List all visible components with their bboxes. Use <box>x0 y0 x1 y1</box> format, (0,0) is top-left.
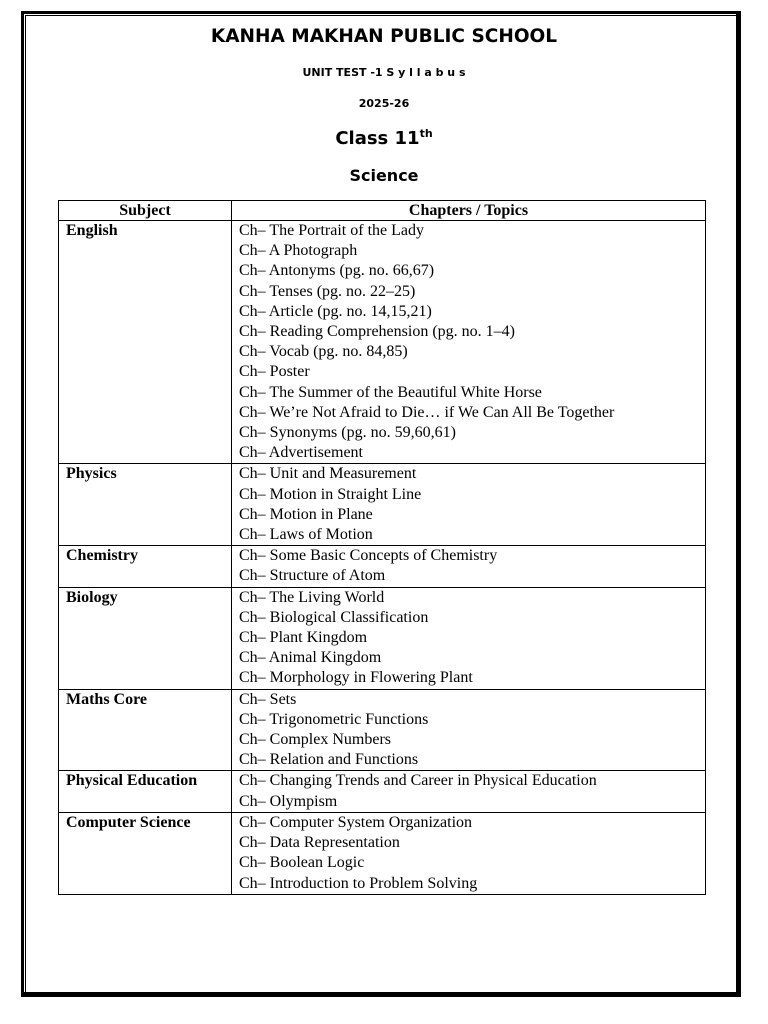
topic-item: Ch– Laws of Motion <box>239 526 373 544</box>
topic-item: Ch– The Living World <box>239 588 385 606</box>
test-title: UNIT TEST -1 S y l l a b u s <box>302 66 466 79</box>
topics-cell <box>232 221 706 464</box>
school-name: KANHA MAKHAN PUBLIC SCHOOL <box>210 26 558 47</box>
topics-cell <box>232 812 706 894</box>
topic-item: Ch– Complex Numbers <box>239 731 391 749</box>
session-year: 2025-26 <box>358 97 410 110</box>
topic-item: Ch– The Summer of the Beautiful White Horse <box>239 383 542 401</box>
subject-cell: Physical Education <box>59 771 232 812</box>
topic-item: Ch– Structure of Atom <box>239 567 386 585</box>
class-title <box>0 127 768 149</box>
topic-item: Ch– Olympism <box>239 792 338 810</box>
table-row <box>59 221 706 464</box>
topic-item: Ch– Introduction to Problem Solving <box>239 874 478 892</box>
topic-item: Ch– The Portrait of the Lady <box>239 222 424 239</box>
topic-item: Ch– Motion in Plane <box>239 505 373 523</box>
topic-item: Ch– Tenses (pg. no. 22–25) <box>239 282 416 300</box>
topic-item: Ch– We’re Not Afraid to Die… if We Can All Be Together <box>239 403 615 421</box>
subject-cell: English <box>59 221 232 464</box>
topic-item: Ch– Antonyms (pg. no. 66,67) <box>239 262 435 280</box>
table-header-row <box>59 201 706 221</box>
subject-cell: Computer Science <box>59 812 232 894</box>
topic-item: Ch– Biological Classification <box>239 608 429 626</box>
topic-item: Ch– Motion in Straight Line <box>239 485 422 503</box>
topic-item: Ch– Poster <box>239 363 310 381</box>
subject-column-header: Subject <box>59 201 232 221</box>
topic-item: Ch– Reading Comprehension (pg. no. 1–4) <box>239 323 515 341</box>
stream-title: Science <box>349 166 419 185</box>
topic-item: Ch– Boolean Logic <box>239 854 365 872</box>
subject-cell: Maths Core <box>59 689 232 771</box>
table-row <box>59 546 706 587</box>
class-suffix: th <box>419 127 433 140</box>
topic-item: Ch– Trigonometric Functions <box>239 710 429 728</box>
topics-cell <box>232 546 706 587</box>
topic-item: Ch– Changing Trends and Career in Physical Education <box>239 772 597 790</box>
subject-cell: Chemistry <box>59 546 232 587</box>
topic-item: Ch– Advertisement <box>239 444 363 462</box>
topics-column-header: Chapters / Topics <box>232 201 706 221</box>
topic-item: Ch– Some Basic Concepts of Chemistry <box>239 547 498 565</box>
syllabus-body <box>59 221 706 895</box>
topic-item: Ch– Morphology in Flowering Plant <box>239 669 473 687</box>
topic-item: Ch– Relation and Functions <box>239 751 419 769</box>
subject-cell: Biology <box>59 587 232 689</box>
topics-cell <box>232 587 706 689</box>
table-row <box>59 464 706 546</box>
class-label: Class 11 <box>335 128 420 149</box>
table-row <box>59 689 706 771</box>
table-row <box>59 771 706 812</box>
topics-cell <box>232 771 706 812</box>
topic-item: Ch– Vocab (pg. no. 84,85) <box>239 343 408 361</box>
topic-item: Ch– Animal Kingdom <box>239 649 382 667</box>
table-row <box>59 587 706 689</box>
table-row <box>59 812 706 894</box>
topic-item: Ch– Sets <box>239 690 297 708</box>
syllabus-table <box>58 200 706 895</box>
topic-item: Ch– Computer System Organization <box>239 813 473 831</box>
topic-item: Ch– Synonyms (pg. no. 59,60,61) <box>239 424 456 442</box>
subject-cell: Physics <box>59 464 232 546</box>
topic-item: Ch– Article (pg. no. 14,15,21) <box>239 302 432 320</box>
topic-item: Ch– Data Representation <box>239 834 400 852</box>
topic-item: Ch– A Photograph <box>239 242 358 260</box>
topics-cell <box>232 464 706 546</box>
topic-item: Ch– Plant Kingdom <box>239 629 368 647</box>
topics-cell <box>232 689 706 771</box>
topic-item: Ch– Unit and Measurement <box>239 465 417 483</box>
